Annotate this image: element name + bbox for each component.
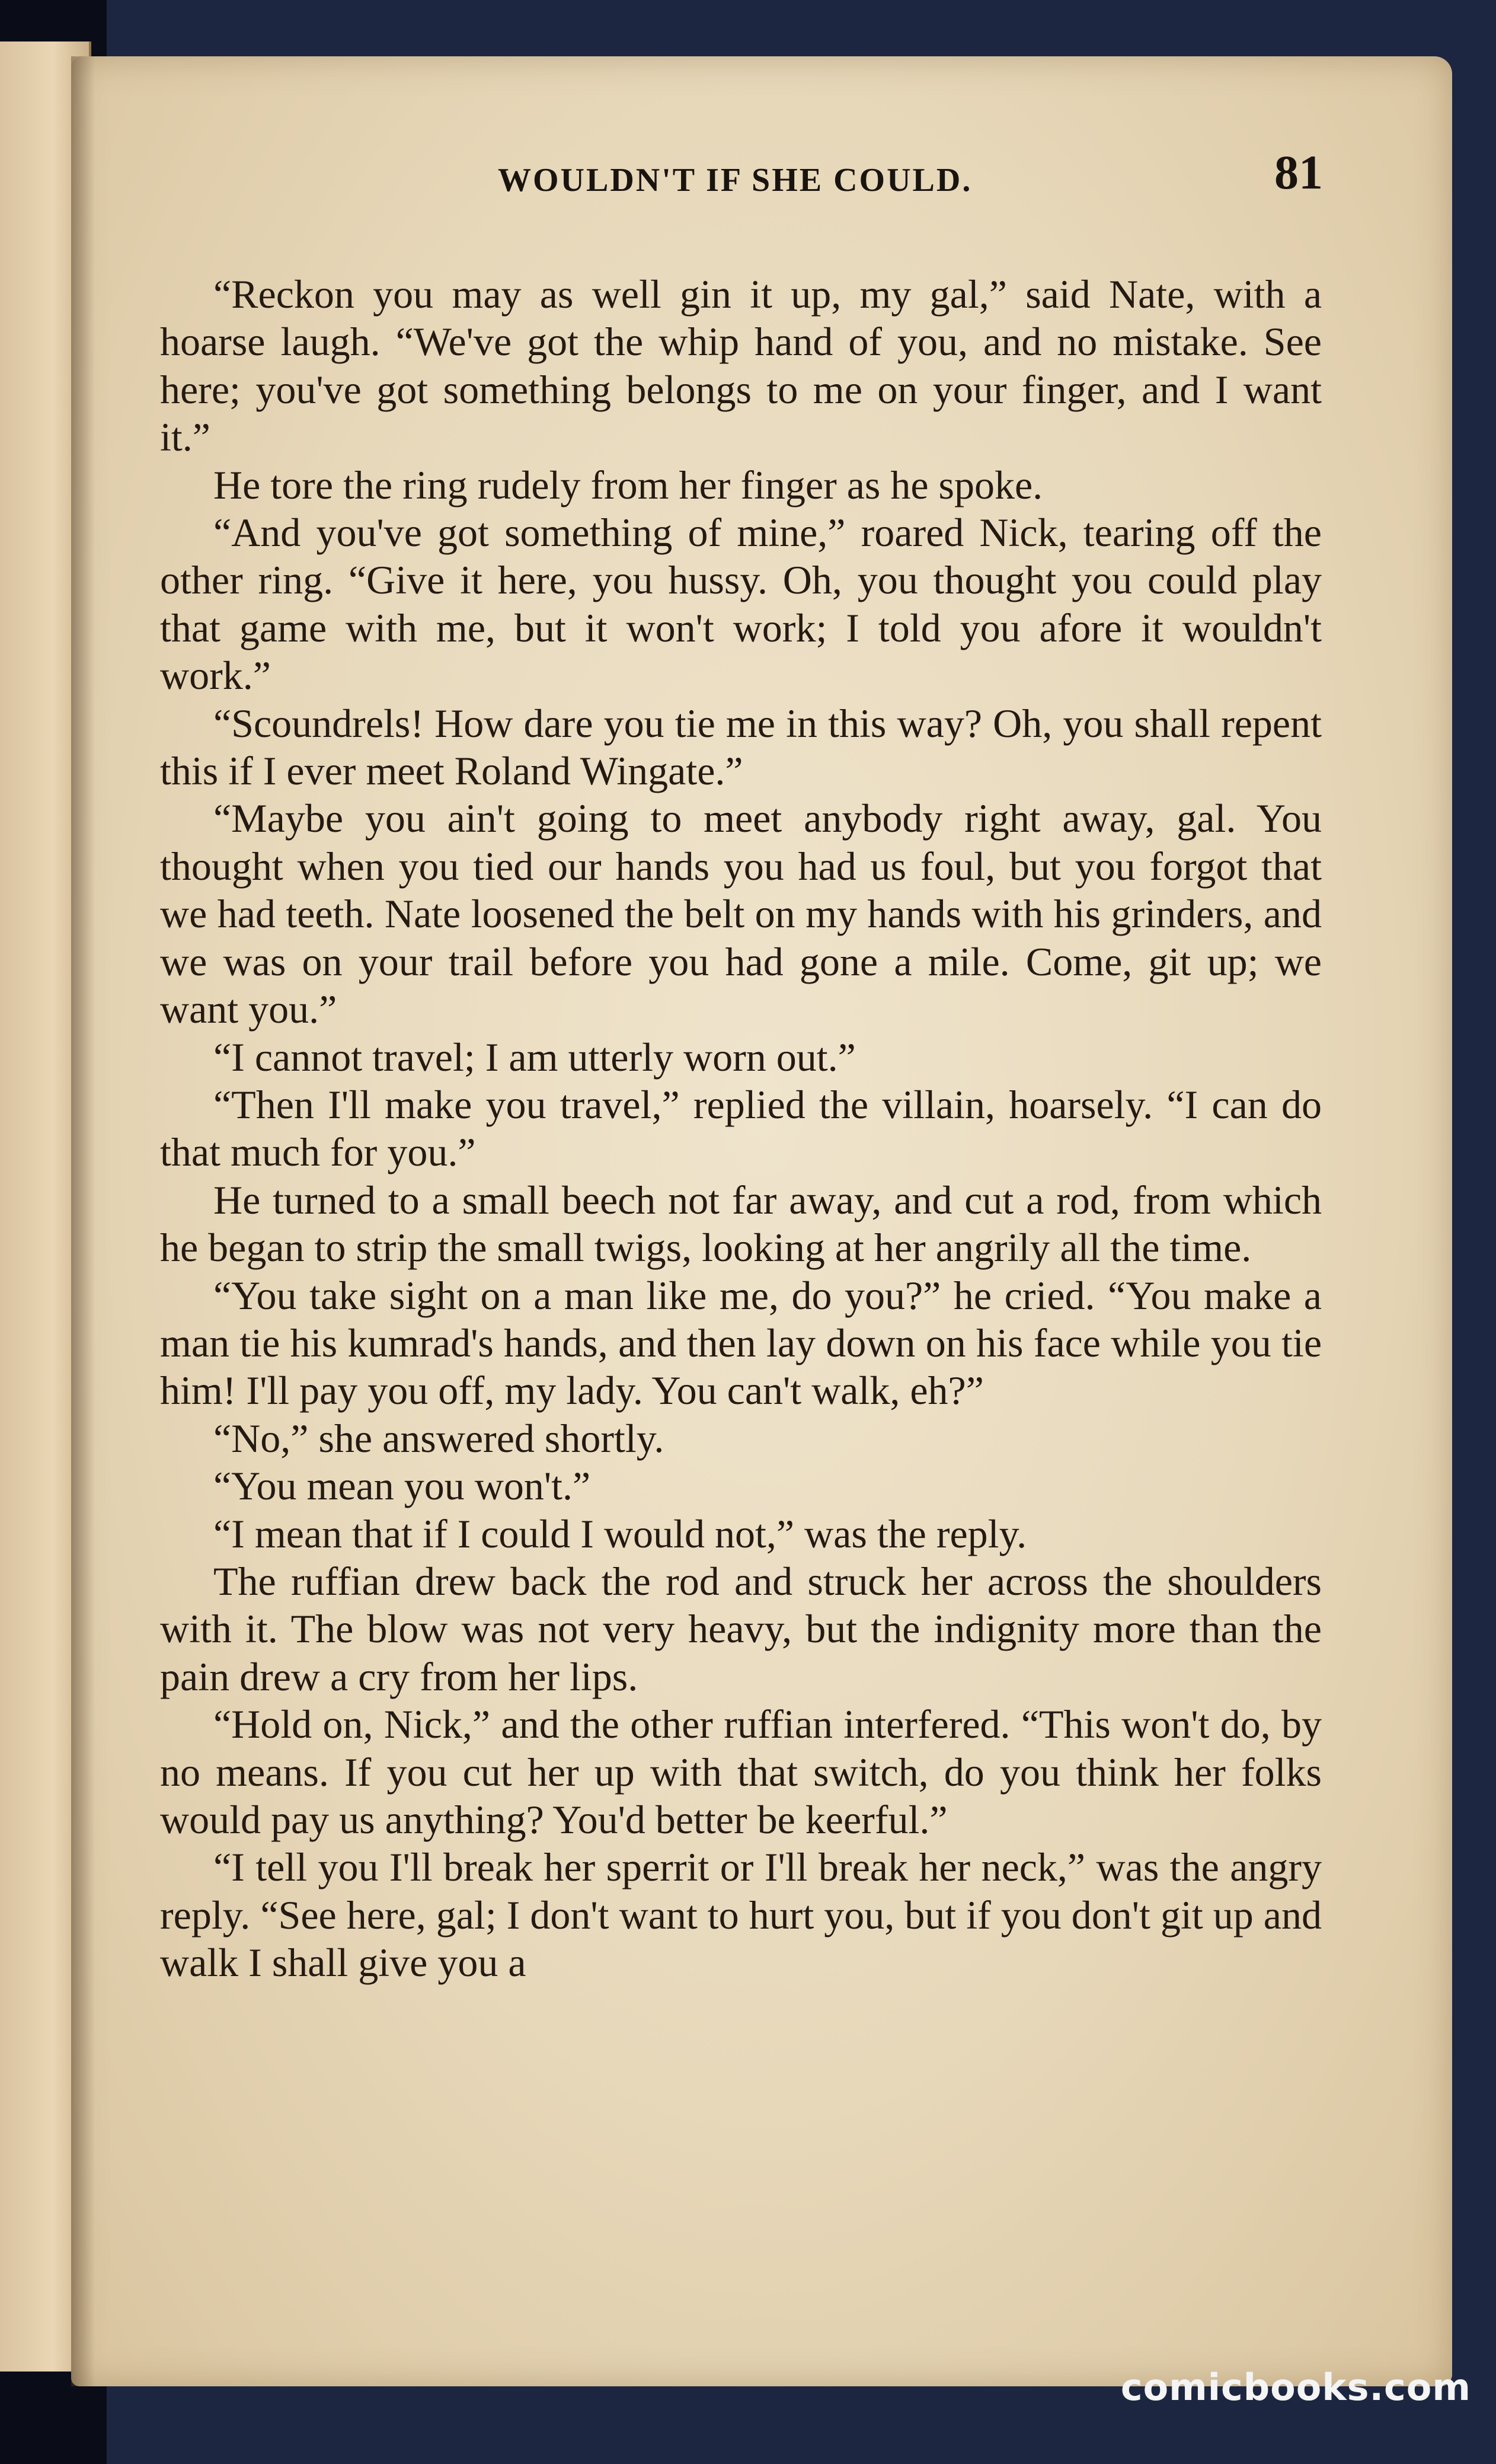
paragraph: He turned to a small beech not far away, and cut a rod, from which he began to strip the small twigs, looking at her angrily all the time. [160, 1177, 1322, 1271]
paragraph: “I mean that if I could I would not,” was the reply. [213, 1511, 1027, 1556]
paragraph: “No,” she answered shortly. [213, 1415, 664, 1461]
paragraph: He tore the ring rudely from her finger as he spoke. [213, 462, 1043, 508]
running-head-title: WOULDN'T IF SHE COULD. [498, 162, 973, 199]
body-text [160, 270, 1322, 1987]
paragraph: “Reckon you may as well gin it up, my gal,” said Nate, with a hoarse laugh. “We've got the whip hand of you, and no mistake. See here; you've got something belongs to me on your finger, and I want it.” [160, 272, 1322, 460]
paragraph: “You mean you won't.” [213, 1463, 591, 1509]
paragraph: “You take sight on a man like me, do you?” he cried. “You make a man tie his kumrad's hands, and then lay down on his face while you tie him! I'll pay you off, my lady. You can't walk, eh?” [160, 1272, 1322, 1413]
paragraph: “Hold on, Nick,” and the other ruffian interfered. “This won't do, by no means. If you cut her up with that switch, do you think her folks would pay us anything? You'd better be keerful.” [160, 1702, 1322, 1842]
paragraph: “Maybe you ain't going to meet anybody right away, gal. You thought when you tied our hands you had us foul, but you forgot that we had teeth. Nate loosened the belt on my hands with his grinders, and we was on your trail before you had gone a mile. Come, git up; we want you.” [160, 796, 1322, 1032]
paragraph: “Then I'll make you travel,” replied the villain, hoarsely. “I can do that much for you.” [160, 1081, 1322, 1175]
page-gutter-shadow [71, 56, 95, 2386]
watermark: comicbooks.com [1120, 2366, 1471, 2409]
paragraph: “I tell you I'll break her sperrit or I'll break her neck,” was the angry reply. “See here, gal; I don't want to hurt you, but if you don't git up and walk I shall give you a [160, 1844, 1322, 1986]
paragraph: “I cannot travel; I am utterly worn out.” [213, 1034, 856, 1080]
paragraph: “Scoundrels! How dare you tie me in this way? Oh, you shall repent this if I ever meet Roland Wingate.” [160, 700, 1322, 794]
paragraph: The ruffian drew back the rod and struck her across the shoulders with it. The blow was not very heavy, but the indignity more than the pain drew a cry from her lips. [160, 1558, 1322, 1699]
running-head [0, 130, 1496, 202]
paragraph: “And you've got something of mine,” roared Nick, tearing off the other ring. “Give it here, you hussy. Oh, you thought you could play that game with me, but it won't work; I told you afore it wouldn't work.” [160, 510, 1322, 698]
page-number: 81 [1274, 145, 1323, 199]
